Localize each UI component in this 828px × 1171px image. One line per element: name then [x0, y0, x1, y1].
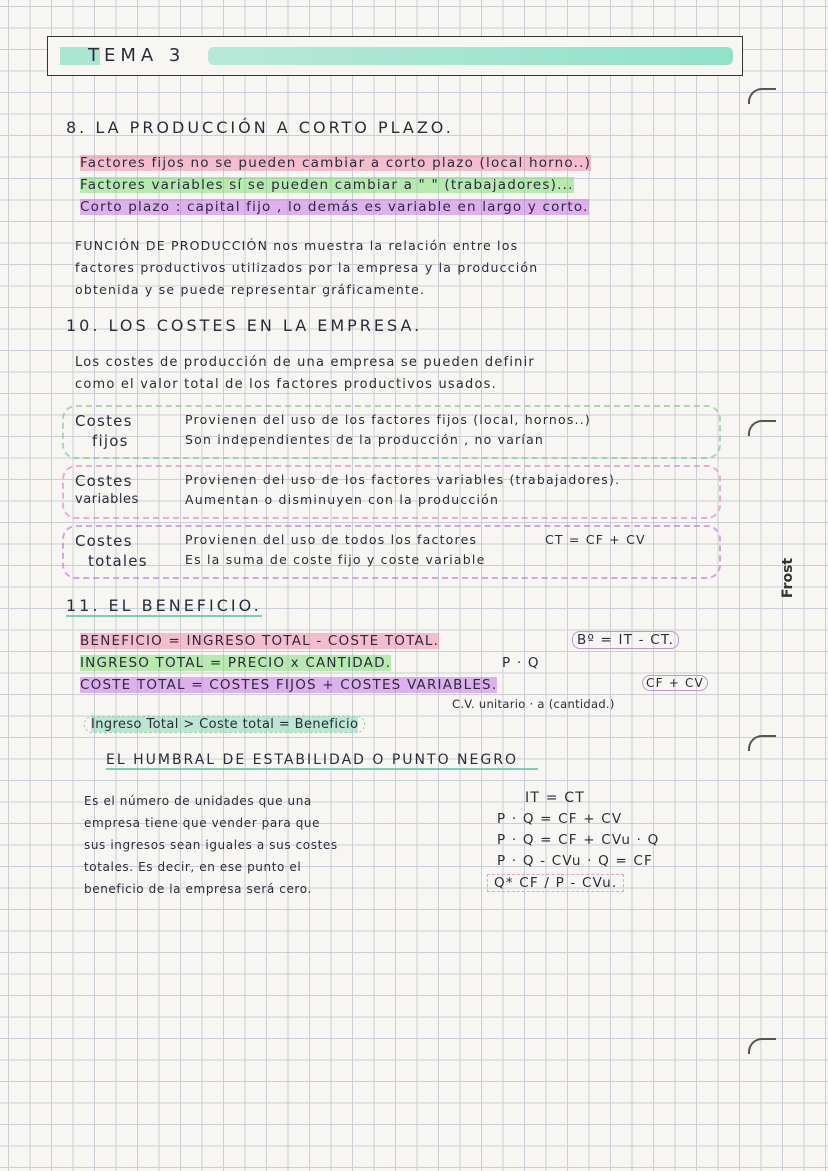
note-line: Los costes de producción de una empresa se pueden definir	[75, 355, 535, 370]
definition-line: COSTE TOTAL = COSTES FIJOS + COSTES VARIABLES.	[80, 677, 498, 693]
box-label: Costes	[75, 532, 133, 550]
note-line: factores productivos utilizados por la empresa y la producción	[75, 260, 539, 275]
note-line: beneficio de la empresa será cero.	[84, 882, 312, 896]
formula: CT = CF + CV	[545, 532, 646, 547]
note-line: Es la suma de coste fijo y coste variable	[185, 552, 486, 567]
ring-hole-mark	[748, 88, 776, 104]
note-line: Es el número de unidades que una	[84, 794, 312, 808]
note-line: Factores variables sí se pueden cambiar a " " (trabajadores)...	[80, 177, 574, 193]
box-label: variables	[75, 492, 139, 507]
formula: Bº = IT - CT.	[572, 631, 679, 649]
note-line: sus ingresos sean iguales a sus costes	[84, 838, 338, 852]
formula-result: Q* CF / P - CVu.	[487, 874, 624, 892]
formula: P · Q = CF + CV	[497, 811, 623, 827]
note-line: totales. Es decir, en ese punto el	[84, 860, 302, 874]
annotation: C.V. unitario · a (cantidad.)	[452, 697, 615, 711]
note-line: Factores fijos no se pueden cambiar a corto plazo (local horno..)	[80, 155, 592, 171]
note-line: obtenida y se puede representar gráficamente.	[75, 282, 426, 297]
note-line: Provienen del uso de todos los factores	[185, 532, 478, 547]
note-line: empresa tiene que vender para que	[84, 816, 321, 830]
definition-line: INGRESO TOTAL = PRECIO x CANTIDAD.	[80, 655, 392, 671]
note-line: FUNCIÓN DE PRODUCCIÓN nos muestra la relación entre los	[75, 238, 519, 253]
ring-hole-mark	[748, 1038, 776, 1054]
note-line: Provienen del uso de los factores variables (trabajadores).	[185, 472, 621, 487]
note-line: como el valor total de los factores productivos usados.	[75, 377, 497, 392]
ring-hole-mark	[748, 735, 776, 751]
formula: IT = CT	[525, 790, 586, 806]
section-8-title: 8. LA PRODUCCIÓN A CORTO PLAZO.	[66, 118, 454, 137]
section-11-title: 11. EL BENEFICIO.	[66, 596, 262, 615]
formula: CF + CV	[642, 675, 708, 691]
rule-line: Ingreso Total > Coste total = Beneficio	[91, 717, 359, 732]
note-line: Son independientes de la producción , no varían	[185, 432, 545, 447]
box-label: Costes	[75, 472, 133, 490]
note-line: Provienen del uso de los factores fijos (local, hornos..)	[185, 412, 591, 427]
formula: P · Q = CF + CVu · Q	[497, 832, 660, 848]
formula: P · Q	[502, 655, 540, 671]
box-label: Costes	[75, 412, 133, 430]
header-highlight	[208, 47, 733, 65]
box-label: fijos	[92, 432, 129, 450]
subsection-title: EL HUMBRAL DE ESTABILIDAD O PUNTO NEGRO	[106, 752, 538, 770]
note-line: Corto plazo : capital fijo , lo demás es variable en largo y corto.	[80, 199, 589, 215]
note-line: Aumentan o disminuyen con la producción	[185, 492, 500, 507]
ring-hole-mark	[748, 420, 776, 436]
topic-title: TEMA 3	[88, 45, 186, 66]
box-label: totales	[88, 552, 148, 570]
definition-line: BENEFICIO = INGRESO TOTAL - COSTE TOTAL.	[80, 633, 440, 649]
watermark-logo: Frost	[780, 557, 797, 599]
topic-header	[47, 36, 743, 76]
formula: P · Q - CVu · Q = CF	[497, 853, 653, 869]
section-10-title: 10. LOS COSTES EN LA EMPRESA.	[66, 316, 423, 335]
